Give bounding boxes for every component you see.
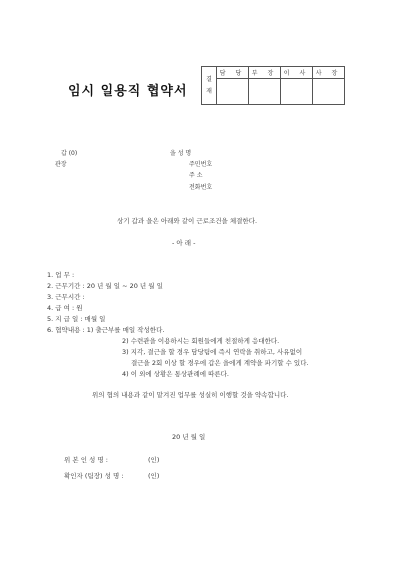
item-pay: 4. 급 여 : 원 bbox=[47, 304, 83, 312]
approval-sign-president[interactable] bbox=[313, 79, 345, 105]
item-payday: 5. 지 급 일 : 매월 일 bbox=[47, 315, 106, 323]
term-4: 4) 이 외에 상황은 통상관례에 따른다. bbox=[122, 370, 229, 378]
party-resident-number: 주민번호 bbox=[189, 161, 213, 168]
term-2: 2) 수련관을 이용하시는 회원들에게 친절하게 응대한다. bbox=[122, 337, 280, 345]
approval-sign-executive[interactable] bbox=[281, 79, 313, 105]
intro-text: 상기 갑과 을은 아래와 같이 근로조건을 체결한다. bbox=[117, 217, 258, 225]
approval-header-president: 사 장 bbox=[313, 67, 345, 79]
approval-label-bottom: 재 bbox=[206, 87, 212, 95]
item-terms: 6. 협약내용 : 1) 출근부를 매일 작성한다. bbox=[47, 326, 165, 334]
item-period: 2. 근무기간 : 20 년 월 일 ~ 20 년 월 일 bbox=[47, 282, 163, 290]
arae-heading: - 아 래 - bbox=[172, 239, 196, 247]
approval-sign-manager[interactable] bbox=[217, 79, 249, 105]
person-seal: (인) bbox=[148, 456, 160, 464]
term-3: 3) 지각, 결근을 할 경우 담당팀에 즉시 연락을 취하고, 사유없이 bbox=[122, 348, 303, 356]
closing-statement: 위의 협의 내용과 같이 맡겨진 업무를 성실히 이행할 것을 약속합니다. bbox=[92, 391, 289, 399]
party-gap: 갑 (0) bbox=[61, 150, 78, 157]
approval-label-top: 결 bbox=[206, 75, 212, 83]
party-address: 주 소 bbox=[189, 172, 203, 179]
person-sign-label: 위 본 인 성 명 : bbox=[64, 456, 108, 464]
approval-table bbox=[201, 66, 345, 105]
approval-header-director: 부 장 bbox=[249, 67, 281, 79]
item-duty: 1. 업 무 : bbox=[47, 271, 75, 279]
party-eul-name: 을 성 명 bbox=[170, 150, 192, 157]
approval-label bbox=[202, 67, 217, 105]
party-phone: 전화번호 bbox=[189, 184, 213, 191]
approval-header-executive: 이 사 bbox=[281, 67, 313, 79]
confirmer-sign-label: 확인자 (팀장) 성 명 : bbox=[64, 472, 124, 480]
confirmer-seal: (인) bbox=[148, 472, 160, 480]
approval-sign-director[interactable] bbox=[249, 79, 281, 105]
document-title: 임시 일용직 협약서 bbox=[68, 84, 188, 99]
approval-header-manager: 담 당 bbox=[217, 67, 249, 79]
signing-date: 20 년 월 일 bbox=[172, 433, 206, 441]
term-3-continued: 결근을 2회 이상 할 경우에 갑은 을에게 계약을 파기할 수 있다. bbox=[131, 359, 309, 367]
party-gwanjang: 관장 bbox=[55, 161, 67, 168]
item-hours: 3. 근무시간 : bbox=[47, 293, 85, 301]
